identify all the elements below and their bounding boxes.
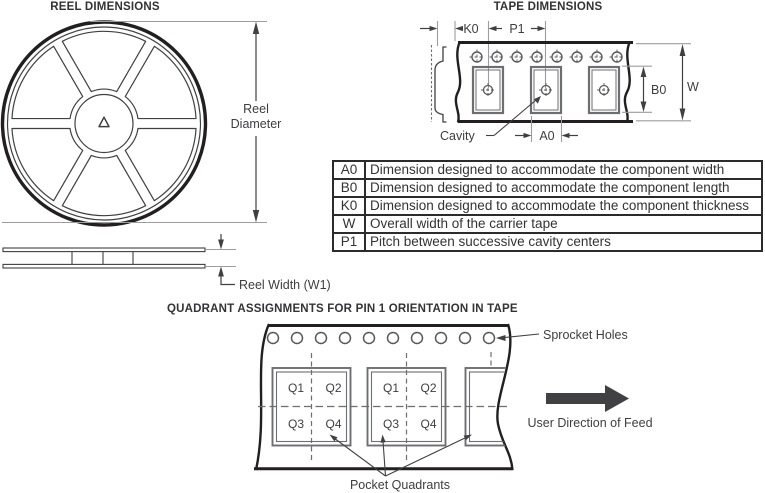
table-row: [333, 161, 762, 179]
tape-dimensions-title: TAPE DIMENSIONS: [493, 1, 603, 13]
quadrant-title: QUADRANT ASSIGNMENTS FOR PIN 1 ORIENTATION IN TAPE: [167, 303, 518, 315]
reel-outer-rim: [3, 22, 206, 225]
quadrant-tape: [254, 324, 544, 470]
pocket-quadrants-label: Pocket Quadrants: [349, 477, 451, 492]
reel-width-dimension: [206, 234, 236, 285]
pocket1-q4-label: Q4: [325, 416, 342, 431]
pocket2-q4-label: Q4: [420, 416, 437, 431]
dim-desc: Dimension designed to accommodate the component length: [365, 179, 762, 197]
table-row: [333, 197, 762, 215]
table-row: [333, 233, 762, 251]
table-row: [333, 215, 762, 233]
b0-label: B0: [651, 82, 667, 97]
reel-width-label: Reel Width (W1): [239, 277, 331, 292]
reel-diameter-label: Reel Diameter: [230, 102, 282, 131]
carrier-tape-top-view: [456, 42, 633, 123]
dim-code: B0: [333, 179, 365, 197]
reel-dimensions-title: REEL DIMENSIONS: [50, 1, 160, 13]
feed-direction-arrow: [546, 385, 629, 412]
reel-inner-rim: [8, 27, 201, 220]
p1-label: P1: [509, 21, 525, 36]
reel-side-view: [3, 248, 205, 268]
a0-label: A0: [539, 129, 555, 143]
dimension-table: [332, 160, 763, 252]
dim-code: W: [333, 215, 365, 233]
dim-code: P1: [333, 233, 365, 251]
pocket2-q3-label: Q3: [382, 416, 399, 431]
sprocket-holes-label: Sprocket Holes: [543, 327, 628, 342]
pocket1-q1-label: Q1: [287, 380, 304, 395]
dim-code: K0: [333, 197, 365, 215]
tape-side-profile: [432, 45, 447, 122]
reel-spoke-sectors: [3, 31, 204, 215]
dim-desc: Overall width of the carrier tape: [365, 215, 762, 233]
dim-desc: Dimension designed to accommodate the component width: [365, 161, 762, 179]
dim-code: A0: [333, 161, 365, 179]
table-row: [333, 179, 762, 197]
dim-desc: Pitch between successive cavity centers: [365, 233, 762, 251]
tape-left-break: [456, 42, 460, 123]
hub-key-hole: [99, 117, 109, 126]
w-label: W: [687, 79, 699, 94]
reel-front-view: [3, 22, 206, 225]
dim-desc: Dimension designed to accommodate the component thickness: [365, 197, 762, 215]
feed-direction-label: User Direction of Feed: [527, 415, 653, 430]
pocket2-q1-label: Q1: [382, 380, 399, 395]
tape-right-break: [625, 42, 630, 123]
cavity-label: Cavity: [440, 129, 475, 143]
k0-label: K0: [463, 21, 479, 36]
pocket1-q3-label: Q3: [287, 416, 304, 431]
pocket2-q2-label: Q2: [420, 380, 437, 395]
pocket1-q2-label: Q2: [325, 380, 342, 395]
reel-hub: [75, 95, 133, 153]
cavity-leader: [486, 96, 541, 136]
sprocket-holes-crosshair: [470, 50, 625, 65]
